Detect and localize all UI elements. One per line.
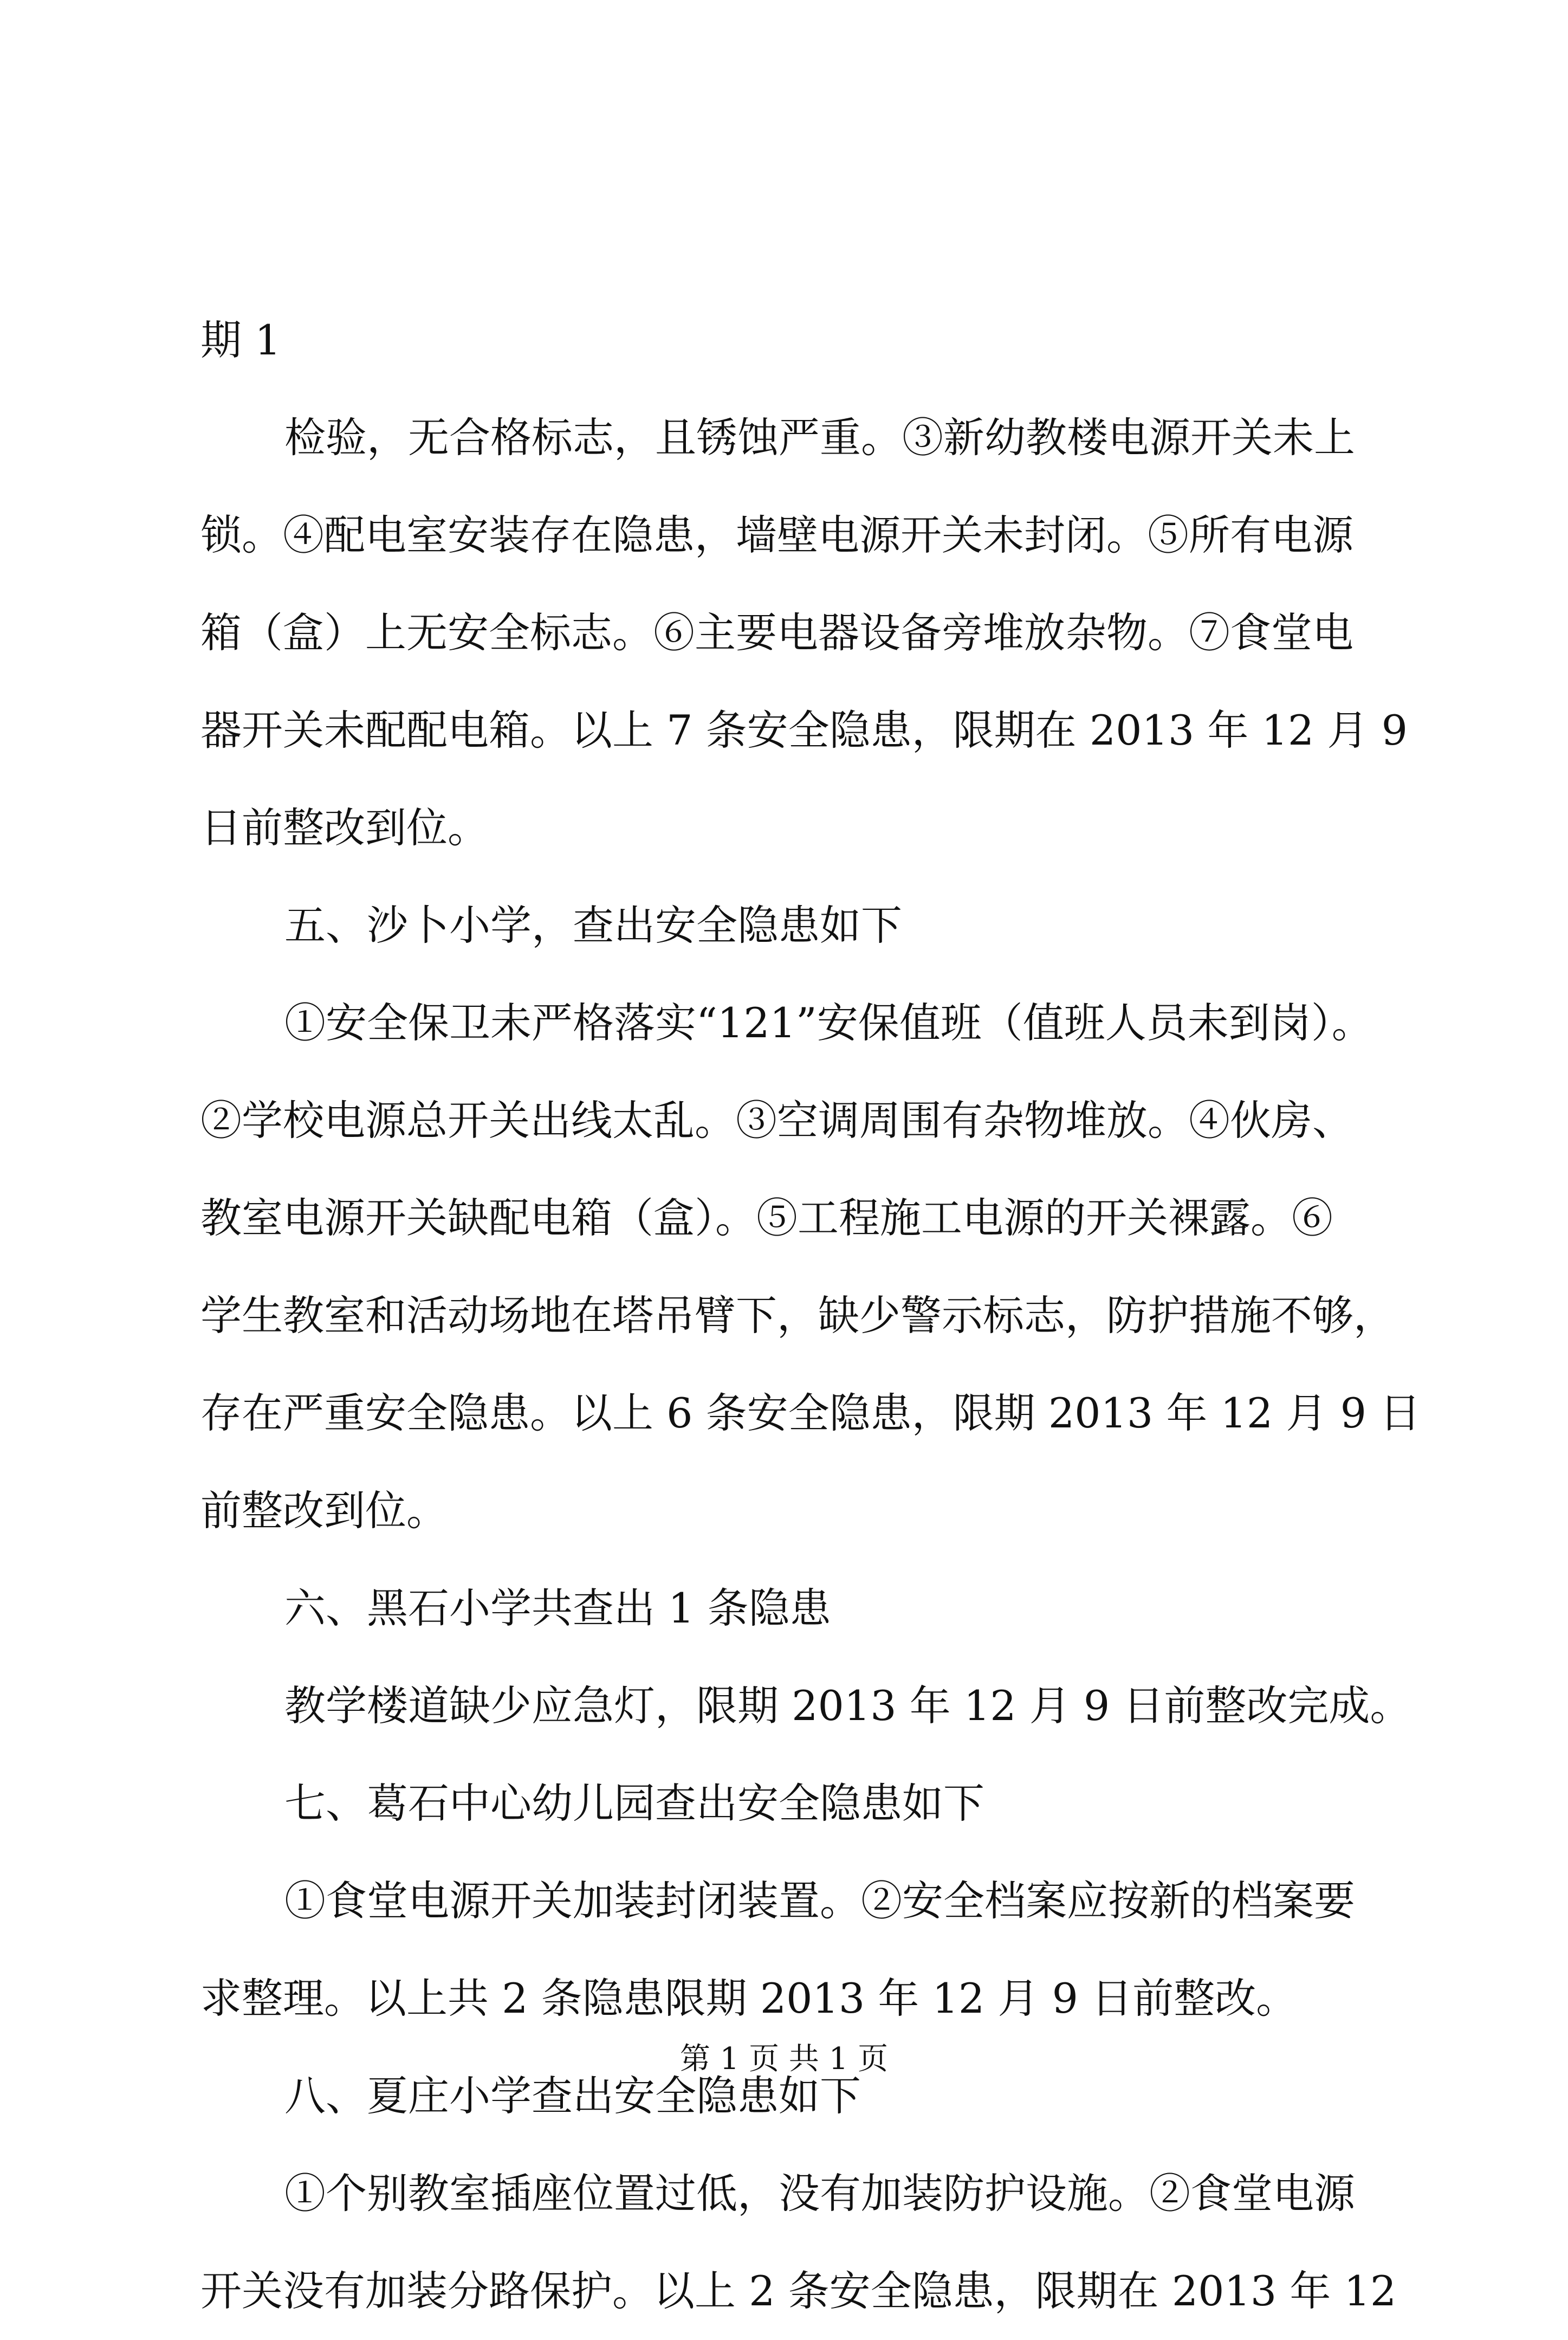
document-body	[200, 292, 1421, 2340]
text-line: 器开关未配配电箱。以上 7 条安全隐患，限期在 2013 年 12 月 9	[200, 706, 1408, 754]
text-line: 教室电源开关缺配电箱（盒）。⑤工程施工电源的开关裸露。⑥	[200, 1194, 1333, 1242]
text-line: ①安全保卫未严格落实“121”安保值班（值班人员未到岗）。	[284, 999, 1373, 1047]
text-line: 教学楼道缺少应急灯，限期 2013 年 12 月 9 日前整改完成。	[284, 1682, 1411, 1730]
page-number: 第 1 页 共 1 页	[679, 2041, 889, 2077]
text-line: 前整改到位。	[200, 1486, 448, 1535]
text-line: 日前整改到位。	[200, 804, 489, 852]
text-line: 箱（盒）上无安全标志。⑥主要电器设备旁堆放杂物。⑦食堂电	[200, 609, 1353, 657]
text-line: 开关没有加装分路保护。以上 2 条安全隐患，限期在 2013 年 12	[200, 2267, 1397, 2315]
text-line: 锁。④配电室安装存在隐患，墙壁电源开关未封闭。⑤所有电源	[200, 511, 1353, 559]
section-heading: 七、葛石中心幼儿园查出安全隐患如下	[284, 1779, 984, 1827]
section-heading: 八、夏庄小学查出安全隐患如下	[284, 2072, 861, 2120]
text-line: 存在严重安全隐患。以上 6 条安全隐患，限期 2013 年 12 月 9 日	[200, 1389, 1421, 1437]
text-line: 学生教室和活动场地在塔吊臂下，缺少警示标志，防护措施不够，	[200, 1291, 1395, 1340]
section-heading: 六、黑石小学共查出 1 条隐患	[284, 1584, 831, 1632]
text-line: ①个别教室插座位置过低，没有加装防护设施。②食堂电源	[284, 2169, 1355, 2218]
text-line: 求整理。以上共 2 条隐患限期 2013 年 12 月 9 日前整改。	[200, 1974, 1298, 2022]
text-line: 期 1	[200, 316, 281, 364]
text-line: 检验，无合格标志，且锈蚀严重。③新幼教楼电源开关未上	[284, 413, 1355, 462]
page-footer	[0, 2038, 1568, 2081]
text-line: ①食堂电源开关加装封闭装置。②安全档案应按新的档案要	[284, 1877, 1355, 1925]
section-heading: 五、沙卜小学，查出安全隐患如下	[284, 901, 902, 949]
text-line: ②学校电源总开关出线太乱。③空调周围有杂物堆放。④伙房、	[200, 1096, 1353, 1145]
